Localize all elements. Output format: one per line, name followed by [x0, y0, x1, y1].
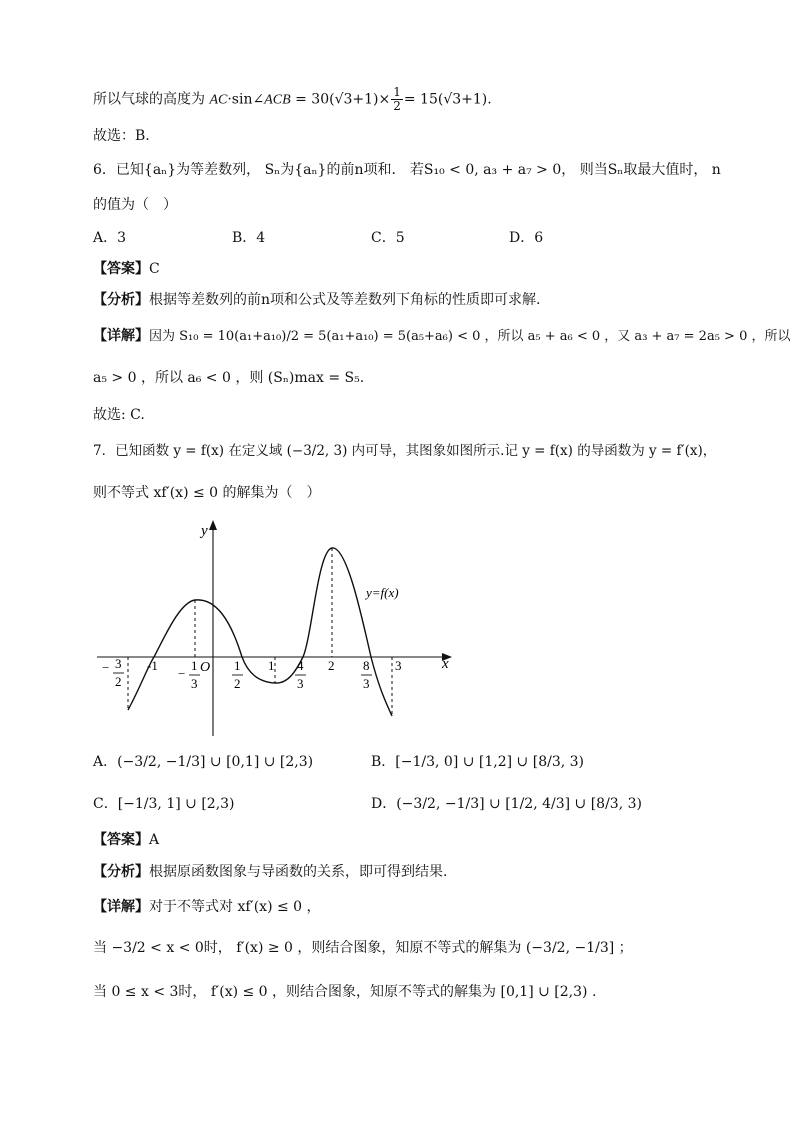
q6-analysis [93, 290, 540, 310]
tick-four-thirds [295, 658, 306, 691]
svg-text:3: 3 [191, 676, 198, 691]
y-axis-arrow [209, 520, 217, 530]
answer-tag: 【答案】 [93, 261, 149, 277]
curve-label: y=f(x) [366, 585, 399, 600]
answer-value: C [149, 261, 160, 277]
q6-option-b: B．4 [232, 230, 266, 246]
x-axis-label: x [442, 656, 449, 672]
detail-text: 对于不等式对 xf′(x) ≤ 0 ， [149, 899, 321, 915]
q6-option-d: D．6 [509, 230, 544, 246]
q7-option-d: D．(−3/2, −1/3] ∪ [1/2, 4/3] ∪ [8/3, 3) [371, 796, 642, 812]
svg-text:4: 4 [297, 658, 304, 673]
analysis-tag: 【分析】 [93, 864, 149, 880]
tick-two: 2 [328, 658, 335, 673]
tick-eight-thirds [361, 658, 372, 691]
q5-height-formula: 所以气球的高度为 AC·sin∠ACB = 30(√3+1)× $\frac{1}{2}$ = 15(√3+1). [93, 85, 492, 113]
q7-detail-line3: 当 0 ≤ x < 3时， f′(x) ≤ 0 ，则结合图象，知原不等式的解集为 [0,1] ∪ [2,3) . [93, 984, 597, 1000]
svg-text:−: − [102, 660, 110, 675]
svg-text:2: 2 [234, 676, 241, 691]
answer-tag: 【答案】 [93, 832, 149, 848]
origin-label: O [200, 660, 211, 675]
answer-value: A [149, 832, 160, 848]
svg-text:3: 3 [297, 676, 304, 691]
q7-answer [93, 830, 159, 850]
q6-option-c: C．5 [371, 230, 405, 246]
q6-stem-line2: 的值为（ ） [93, 197, 177, 213]
q7-detail-line1 [93, 897, 321, 917]
tick-neg-three-halves [102, 656, 124, 689]
svg-text:1: 1 [191, 658, 198, 673]
q6-choice: 故选: C. [93, 407, 145, 423]
q6-detail-line2: a₅ > 0 ，所以 a₆ < 0 ，则 (Sₙ)max = S₅. [93, 370, 365, 386]
svg-text:3: 3 [115, 656, 122, 671]
q6-answer [93, 259, 160, 279]
detail-text: 因为 S₁₀ = 10(a₁+a₁₀)/2 = 5(a₁+a₁₀) = 5(a₅+a₆) < 0 ，所以 a₅ + a₆ < 0 ，又 a₃ + a₇ = 2a₅ > 0 ，所以 [149, 329, 791, 344]
y-axis-label: y [201, 523, 208, 539]
svg-text:3: 3 [363, 676, 370, 691]
q6-stem-line1: 6．已知{aₙ}为等差数列， Sₙ为{aₙ}的前n项和． 若S₁₀ < 0, a₃ + a₇ > 0， 则当Sₙ取最大值时， n [93, 162, 721, 178]
q6-detail-line1 [93, 326, 790, 347]
function-curve [128, 548, 392, 716]
analysis-text: 根据原函数图象与导函数的关系，即可得到结果. [149, 864, 448, 880]
q5-choice: 故选：B. [93, 128, 150, 144]
tick-three: 3 [395, 658, 402, 673]
q7-stem-line1: 7．已知函数 y = f(x) 在定义域 (−3/2, 3) 内可导，其图象如图所示.记 y = f(x) 的导函数为 y = f′(x)， [93, 443, 717, 459]
svg-text:2: 2 [115, 674, 122, 689]
svg-text:−: − [178, 666, 186, 681]
function-graph [90, 518, 470, 743]
tick-neg-one-third [178, 658, 200, 691]
q7-detail-line2: 当 −3/2 < x < 0时， f′(x) ≥ 0 ，则结合图象，知原不等式的解集为 (−3/2, −1/3] ； [93, 940, 633, 956]
svg-text:8: 8 [363, 658, 370, 673]
tick-one: 1 [268, 658, 275, 673]
q7-analysis [93, 862, 447, 882]
q7-option-b: B．[−1/3, 0] ∪ [1,2] ∪ [8/3, 3) [371, 754, 584, 770]
q7-stem-line2: 则不等式 xf′(x) ≤ 0 的解集为（ ） [93, 485, 321, 501]
svg-text:1: 1 [234, 658, 241, 673]
analysis-tag: 【分析】 [93, 292, 149, 308]
q7-option-a: A．(−3/2, −1/3] ∪ [0,1] ∪ [2,3) [93, 754, 314, 770]
detail-tag: 【详解】 [93, 899, 149, 915]
analysis-text: 根据等差数列的前n项和公式及等差数列下角标的性质即可求解. [149, 292, 541, 308]
q7-option-c: C．[−1/3, 1] ∪ [2,3) [93, 796, 235, 812]
detail-tag: 【详解】 [93, 328, 149, 344]
tick-neg-one: -1 [147, 658, 158, 673]
q6-option-a: A．3 [93, 230, 127, 246]
tick-half [232, 658, 243, 691]
